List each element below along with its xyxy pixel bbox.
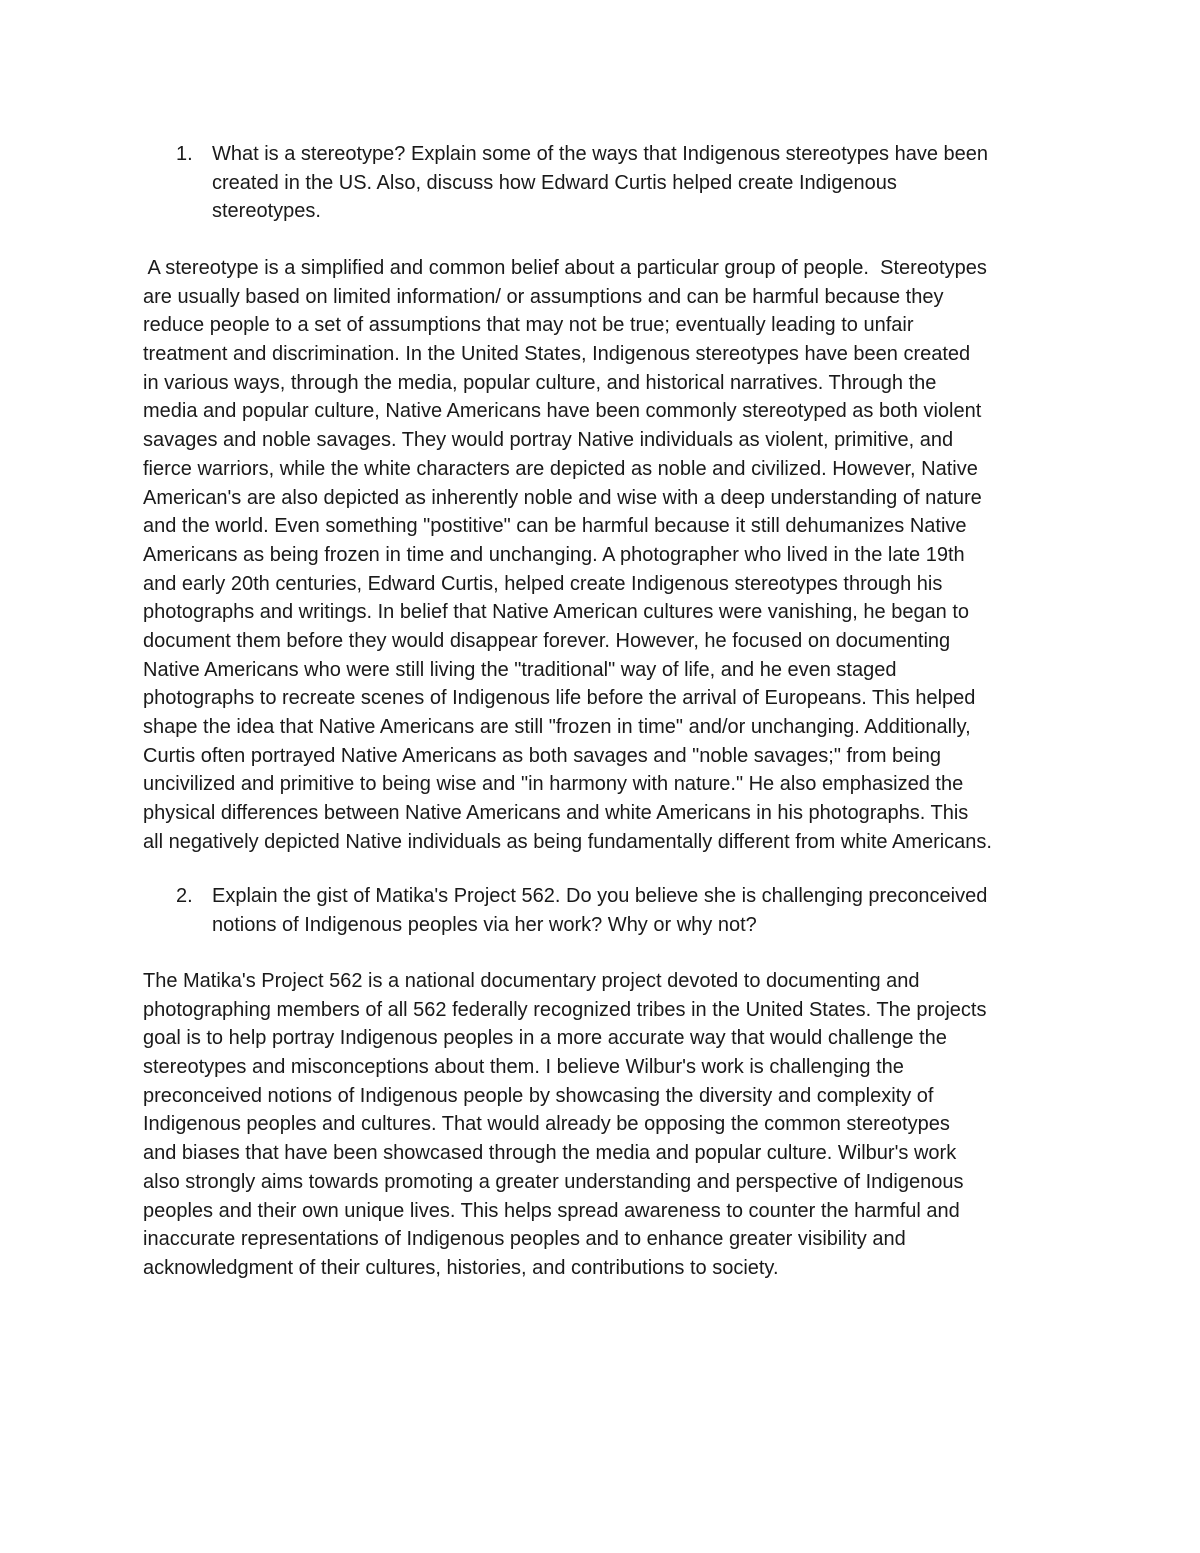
question-line: What is a stereotype? Explain some of the ways that Indigenous stereotypes have been xyxy=(212,143,989,165)
answer-line: media and popular culture, Native Americans have been commonly stereotyped as both violent xyxy=(143,400,982,423)
answer-line: in various ways, through the media, popular culture, and historical narratives. Through the xyxy=(143,371,937,394)
answer-line: treatment and discrimination. In the United States, Indigenous stereotypes have been created xyxy=(143,343,971,366)
answer-line: Indigenous peoples and cultures. That would already be opposing the common stereotypes xyxy=(143,1113,950,1136)
answer-line: physical differences between Native Americans and white Americans in his photographs. This xyxy=(143,802,969,825)
answer-line: uncivilized and primitive to being wise and "in harmony with nature." He also emphasized the xyxy=(143,773,964,796)
answer-line: and early 20th centuries, Edward Curtis, helped create Indigenous stereotypes through his xyxy=(143,572,943,595)
question-1-number: 1. xyxy=(176,143,193,165)
answer-line: fierce warriors, while the white characters are depicted as noble and civilized. However, Native xyxy=(143,457,978,480)
answer-line: all negatively depicted Native individuals as being fundamentally different from white Americans. xyxy=(143,830,992,853)
answer-line: also strongly aims towards promoting a greater understanding and perspective of Indigenous xyxy=(143,1170,964,1193)
answer-line: photographs and writings. In belief that Native American cultures were vanishing, he began to xyxy=(143,601,970,624)
answer-line: shape the idea that Native Americans are still "frozen in time" and/or unchanging. Additionally, xyxy=(143,716,971,738)
answer-line: The Matika's Project 562 is a national documentary project devoted to documenting and xyxy=(143,970,920,992)
question-line: notions of Indigenous peoples via her work? Why or why not? xyxy=(212,913,757,936)
answer-line: preconceived notions of Indigenous people by showcasing the diversity and complexity of xyxy=(143,1084,934,1107)
answer-line: Curtis often portrayed Native Americans as both savages and "noble savages;" from being xyxy=(143,744,941,767)
question-line: created in the US. Also, discuss how Edward Curtis helped create Indigenous xyxy=(212,171,897,194)
answer-line: document them before they would disappear forever. However, he focused on documenting xyxy=(143,629,951,652)
answer-line: peoples and their own unique lives. This helps spread awareness to counter the harmful and xyxy=(143,1199,960,1222)
answer-line: savages and noble savages. They would portray Native individuals as violent, primitive, and xyxy=(143,429,954,452)
answer-line: A stereotype is a simplified and common belief about a particular group of people. Stereotypes xyxy=(143,257,987,279)
answer-line: goal is to help portray Indigenous peoples in a more accurate way that would challenge the xyxy=(143,1027,947,1050)
question-line: Explain the gist of Matika's Project 562. Do you believe she is challenging preconceived xyxy=(212,885,988,907)
answer-line: reduce people to a set of assumptions that may not be true; eventually leading to unfair xyxy=(143,314,914,337)
answer-line: photographing members of all 562 federally recognized tribes in the United States. The projects xyxy=(143,998,987,1021)
answer-line: acknowledgment of their cultures, histories, and contributions to society. xyxy=(143,1256,779,1279)
answer-line: photographs to recreate scenes of Indigenous life before the arrival of Europeans. This helped xyxy=(143,687,976,710)
answer-1 xyxy=(143,254,1083,856)
answer-line: and biases that have been showcased through the media and popular culture. Wilbur's work xyxy=(143,1142,957,1165)
answer-line: are usually based on limited information/ or assumptions and can be harmful because they xyxy=(143,285,944,308)
answer-line: Americans as being frozen in time and unchanging. A photographer who lived in the late 19th xyxy=(143,543,965,566)
answer-2 xyxy=(143,967,1083,1283)
answer-line: stereotypes and misconceptions about them. I believe Wilbur's work is challenging the xyxy=(143,1056,904,1079)
question-1-text xyxy=(212,140,988,226)
answer-line: American's are also depicted as inherently noble and wise with a deep understanding of nature xyxy=(143,486,982,509)
answer-line: and the world. Even something "postitive" can be harmful because it still dehumanizes Native xyxy=(143,515,967,538)
question-2-text xyxy=(212,882,987,939)
answer-line: Native Americans who were still living the "traditional" way of life, and he even staged xyxy=(143,658,897,681)
question-2-number: 2. xyxy=(176,885,193,907)
answer-line: inaccurate representations of Indigenous peoples and to enhance greater visibility and xyxy=(143,1228,906,1251)
question-line: stereotypes. xyxy=(212,200,321,223)
